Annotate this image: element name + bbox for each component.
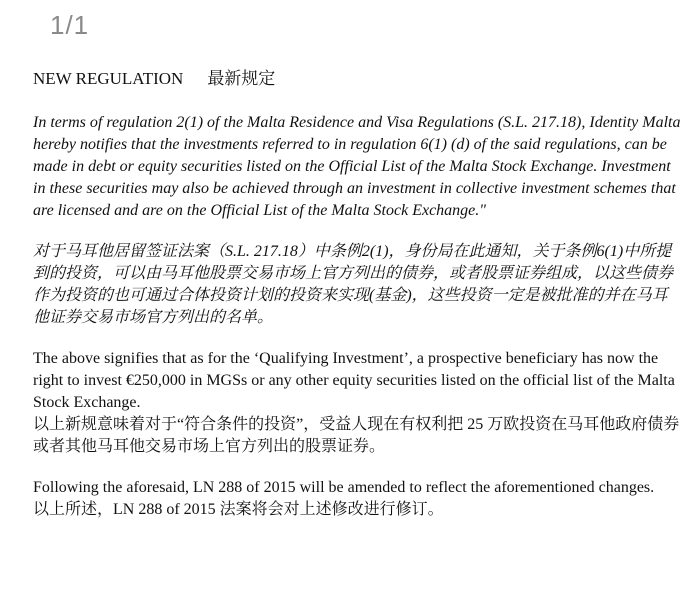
regulation-paragraph-english: In terms of regulation 2(1) of the Malta Residence and Visa Regulations (S.L. 217.18), Identity Malta hereby notifies that the investments referred to in regulation 6(1) (d) of the said regulations, can be made in debt or equity securities listed on the Official List of the Malta Stock Exchange. Investment in these securities may also be achieved through an investment in collective investment schemes that are licensed and are on the Official List of the Malta Stock Exchange."	[33, 114, 681, 219]
document-body	[33, 68, 683, 540]
amendment-section	[33, 477, 683, 521]
page-indicator: 1/1	[50, 10, 90, 40]
document-heading	[33, 68, 683, 90]
regulation-paragraph-chinese: 对于马耳他居留签证法案（S.L. 217.18）中条例2(1)，身份局在此通知，关于条例6(1)中所提到的投资，可以由马耳他股票交易市场上官方列出的债券，或者股票证券组成，以这些债券作为投资的也可通过合体投资计划的投资来实现(基金)，这些投资一定是被批准的并在马耳他证券交易市场官方列出的名单。	[33, 243, 674, 326]
amendment-english: Following the aforesaid, LN 288 of 2015 will be amended to reflect the aforementioned changes.	[33, 479, 655, 496]
heading-english: NEW REGULATION	[33, 69, 184, 88]
heading-chinese: 最新规定	[207, 69, 276, 88]
qualifying-investment-english: The above signifies that as for the ‘Qualifying Investment’, a prospective beneficiary has now the right to invest €250,000 in MGSs or any other equity securities listed on the official list of the Malta Stock Exchange.	[33, 350, 675, 411]
qualifying-investment-chinese: 以上新规意味着对于“符合条件的投资”，受益人现在有权利把 25 万欧投资在马耳他政府债券或者其他马耳他交易市场上官方列出的股票证券。	[33, 416, 680, 455]
qualifying-investment-section	[33, 348, 683, 458]
amendment-chinese: 以上所述，LN 288 of 2015 法案将会对上述修改进行修订。	[33, 501, 444, 518]
